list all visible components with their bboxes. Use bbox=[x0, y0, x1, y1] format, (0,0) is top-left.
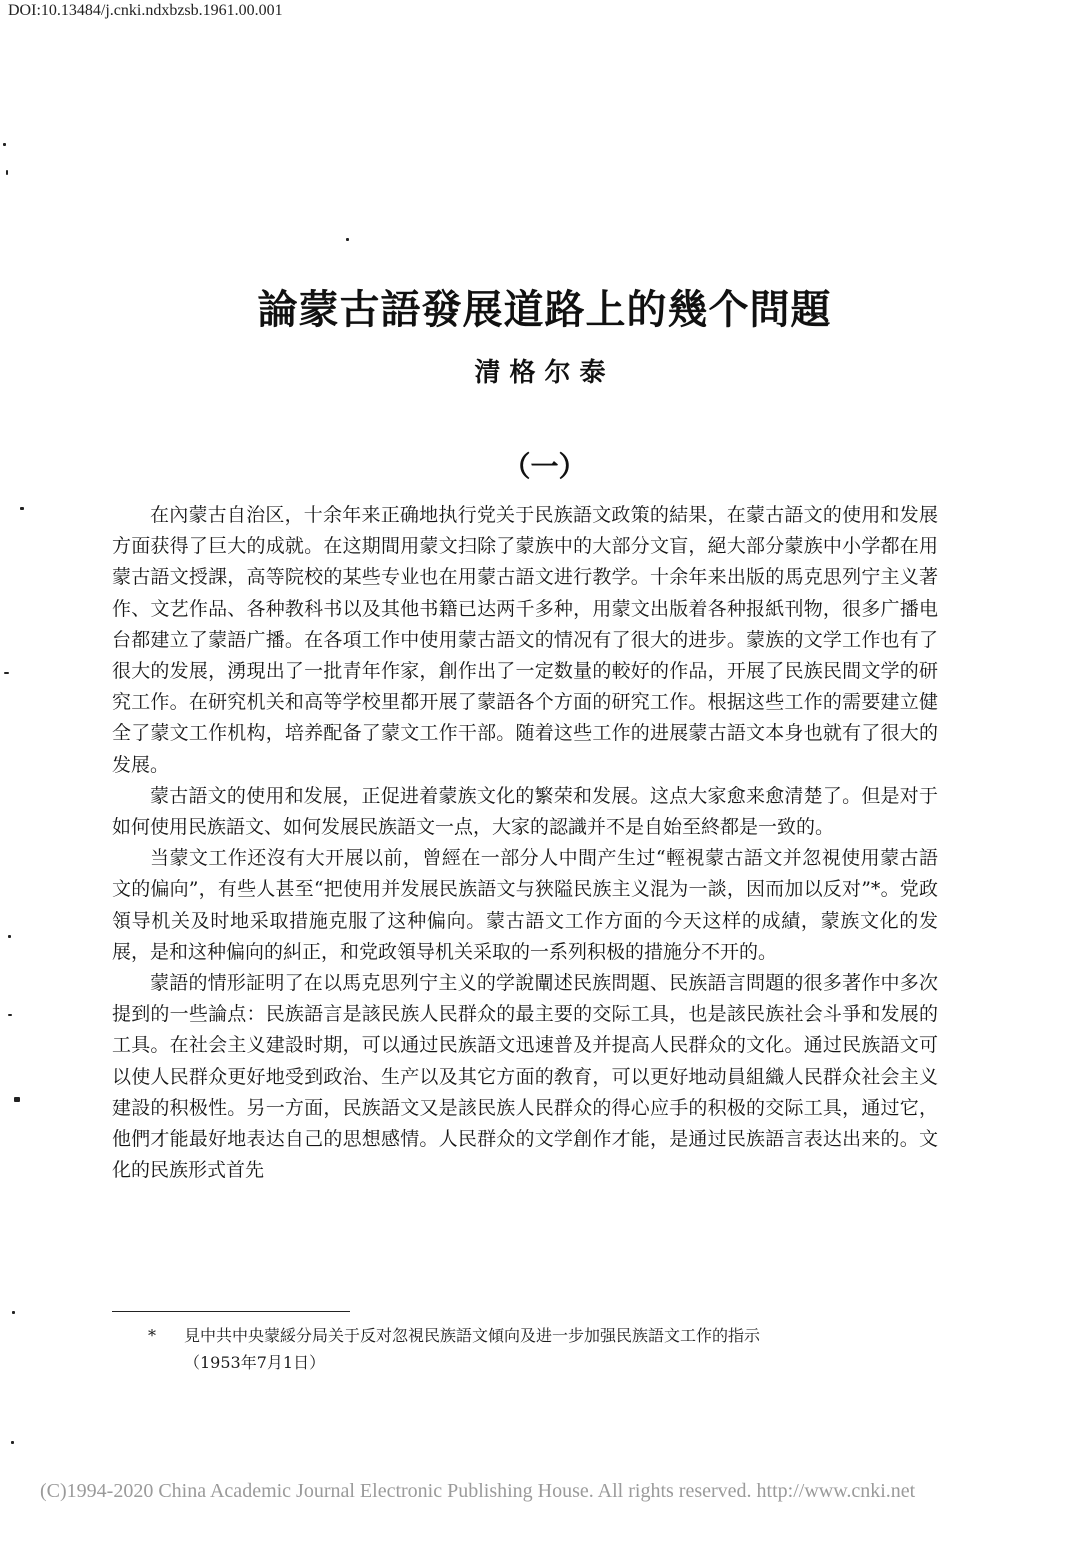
article-body bbox=[112, 500, 938, 1186]
scan-speck bbox=[6, 170, 8, 175]
footnote bbox=[148, 1322, 944, 1376]
scan-speck bbox=[8, 1014, 12, 1016]
scan-speck bbox=[12, 1311, 15, 1314]
doi-label: DOI:10.13484/j.cnki.ndxbzsb.1961.00.001 bbox=[8, 2, 283, 19]
footnote-date: （1953年7月1日） bbox=[184, 1353, 326, 1372]
scan-speck bbox=[11, 1441, 14, 1444]
paragraph: 在內蒙古自治区，十余年来正确地执行党关于民族語文政策的結果，在蒙古語文的使用和发展方面获得了巨大的成就。在这期間用蒙文扫除了蒙族中的大部分文盲，絕大部分蒙族中小学都在用蒙古語文授課，高等院校的某些专业也在用蒙古語文进行教学。十余年来出版的馬克思列宁主义著作、文艺作品、各种教科书以及其他书籍已达两千多种，用蒙文出版着各种报紙刊物，很多广播电台都建立了蒙語广播。在各項工作中使用蒙古語文的情况有了很大的进步。蒙族的文学工作也有了很大的发展，湧現出了一批青年作家，創作出了一定数量的較好的作品，开展了民族民間文学的研究工作。在研究机关和高等学校里都开展了蒙語各个方面的研究工作。根据这些工作的需要建立健全了蒙文工作机构，培养配备了蒙文工作干部。随着这些工作的进展蒙古語文本身也就有了很大的发展。 bbox=[112, 504, 938, 776]
article-title: 論蒙古語發展道路上的幾个問題 bbox=[257, 287, 832, 333]
scan-speck bbox=[8, 935, 11, 938]
footnote-text: 見中共中央蒙綏分局关于反对忽視民族語文傾向及进一步加强民族語文工作的指示 bbox=[184, 1326, 761, 1345]
scan-speck bbox=[14, 1097, 20, 1102]
scan-speck bbox=[4, 672, 9, 674]
scan-speck bbox=[20, 507, 24, 510]
paragraph: 蒙語的情形証明了在以馬克思列宁主义的学說闡述民族問題、民族語言問題的很多著作中多次提到的一些論点：民族語言是該民族人民群众的最主要的交际工具，也是該民族社会斗爭和发展的工具。在社会主义建設时期，可以通过民族語文迅速普及并提高人民群众的文化。通过民族語文可以使人民群众更好地受到政治、生产以及其它方面的敎育，可以更好地动員組織人民群众社会主义建設的积极性。另一方面，民族語文又是該民族人民群众的得心应手的积极的交际工具，通过它，他們才能最好地表达自己的思想感情。人民群众的文学創作才能，是通过民族語言表达出来的。文化的民族形式首先 bbox=[112, 972, 938, 1182]
paragraph: 当蒙文工作还沒有大开展以前，曾經在一部分人中間产生过“輕視蒙古語文并忽視使用蒙古語文的偏向”，有些人甚至“把使用并发展民族語文与狹隘民族主义混为一談，因而加以反对”*。党政領导机关及时地采取措施克服了这种偏向。蒙古語文工作方面的今天这样的成績，蒙族文化的发展，是和这种偏向的糾正，和党政領导机关采取的一系列积极的措施分不开的。 bbox=[112, 847, 938, 963]
section-heading: （一） bbox=[502, 450, 587, 483]
footnote-divider bbox=[112, 1311, 350, 1312]
author-name: 清格尔泰 bbox=[474, 358, 615, 388]
scan-speck bbox=[346, 238, 349, 241]
scan-speck bbox=[3, 143, 6, 146]
footnote-mark: * bbox=[148, 1326, 156, 1345]
paragraph: 蒙古語文的使用和发展，正促进着蒙族文化的繁荣和发展。这点大家愈来愈清楚了。但是对于如何使用民族語文、如何发展民族語文一点，大家的認識并不是自始至終都是一致的。 bbox=[112, 784, 938, 839]
copyright-notice: (C)1994-2020 China Academic Journal Electronic Publishing House. All rights reserved. http://www.cnki.net bbox=[40, 1480, 916, 1502]
